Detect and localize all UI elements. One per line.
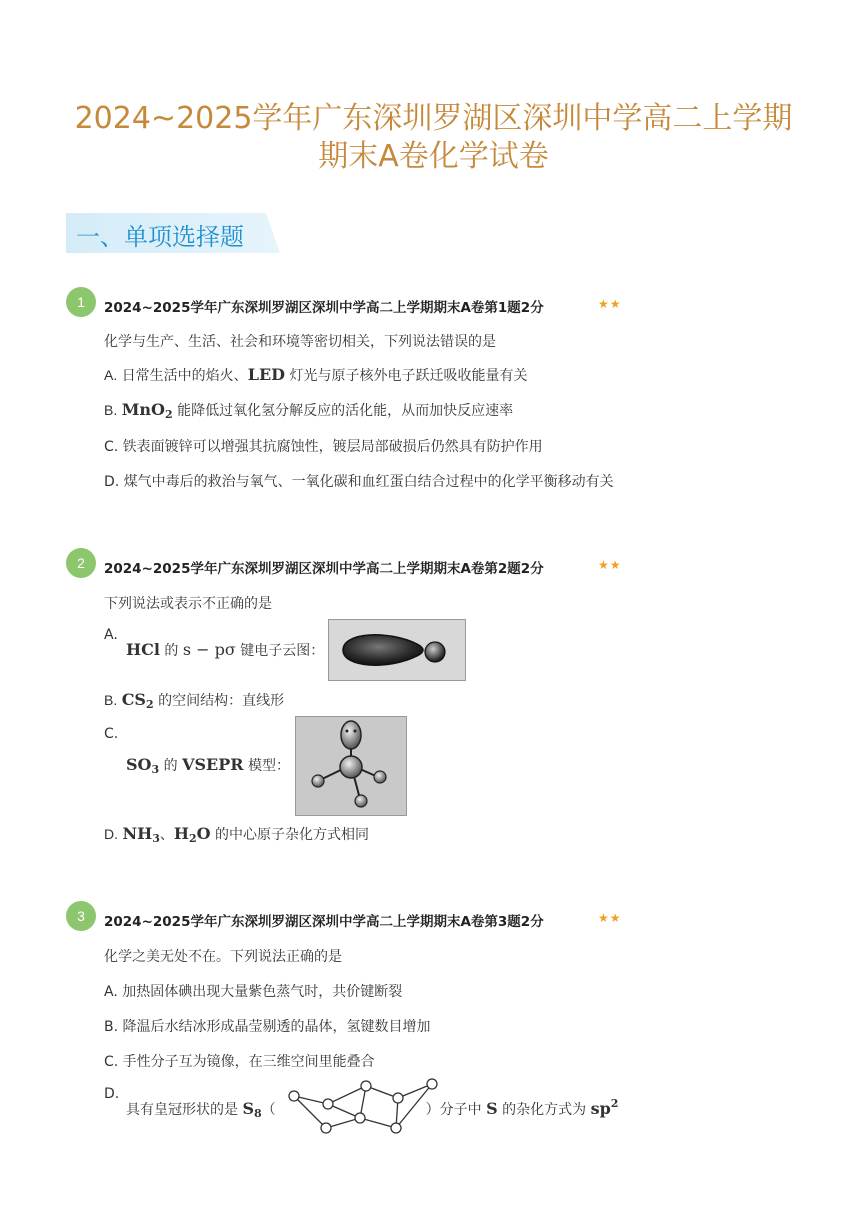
difficulty-stars: ★★ <box>598 911 622 925</box>
vsepr-model-image <box>295 716 407 816</box>
formula: MnO <box>121 400 165 419</box>
option-text: ）分子中 <box>425 1102 487 1118</box>
formula: S <box>242 1099 255 1118</box>
formula: O <box>196 824 211 843</box>
option-text: 的 <box>159 758 183 774</box>
molecule-model-icon <box>296 717 406 815</box>
formula-subscript: 8 <box>254 1107 262 1120</box>
difficulty-stars: ★★ <box>598 297 622 311</box>
title-line-1: 2024~2025学年广东深圳罗湖区深圳中学高二上学期 <box>74 101 793 136</box>
option-text: 灯光与原子核外电子跃迁吸收能量有关 <box>285 368 528 384</box>
s8-crown-structure-icon <box>282 1076 442 1138</box>
formula-subscript: 2 <box>164 408 173 421</box>
formula: s − pσ <box>182 640 236 659</box>
option-d[interactable]: D. 煤气中毒后的救治与氧气、一氧化碳和血红蛋白结合过程中的化学平衡移动有关 <box>104 474 614 490</box>
option-d-letter[interactable]: D. <box>104 1086 120 1102</box>
formula-subscript: 3 <box>151 763 160 776</box>
formula: sp <box>590 1099 611 1118</box>
option-text: 的 <box>159 643 183 659</box>
difficulty-stars: ★★ <box>598 558 622 572</box>
orbital-icon <box>329 620 465 680</box>
question-header: 2024~2025学年广东深圳罗湖区深圳中学高二上学期期末A卷第2题2分 <box>104 561 544 577</box>
option-a[interactable]: A. 加热固体碘出现大量紫色蒸气时，共价键断裂 <box>104 984 403 1000</box>
formula: NH <box>122 824 153 843</box>
question-header: 2024~2025学年广东深圳罗湖区深圳中学高二上学期期末A卷第1题2分 <box>104 300 544 316</box>
formula: SO <box>126 755 152 774</box>
option-c[interactable]: C. 铁表面镀锌可以增强其抗腐蚀性，镀层局部破损后仍然具有防护作用 <box>104 439 543 455</box>
option-text: 能降低过氧化氢分解反应的活化能，从而加快反应速率 <box>172 403 514 419</box>
option-a[interactable] <box>126 640 324 660</box>
option-letter: B. <box>104 402 118 418</box>
option-text: 键电子云图： <box>235 643 325 659</box>
formula: VSEPR <box>182 755 244 774</box>
option-b[interactable] <box>104 690 284 711</box>
title-line-2: 期末A卷化学试卷 <box>318 139 549 174</box>
electron-cloud-image <box>328 619 466 681</box>
option-text: 的中心原子杂化方式相同 <box>210 827 370 843</box>
option-text: 的空间结构：直线形 <box>153 693 285 709</box>
formula-subscript: 3 <box>152 832 160 845</box>
option-text: （ <box>261 1102 276 1118</box>
question-header: 2024~2025学年广东深圳罗湖区深圳中学高二上学期期末A卷第3题2分 <box>104 914 544 930</box>
option-c[interactable]: C. 手性分子互为镜像，在三维空间里能叠合 <box>104 1054 375 1070</box>
question-stem: 下列说法或表示不正确的是 <box>104 596 272 612</box>
question-stem: 化学之美无处不在。下列说法正确的是 <box>104 949 342 965</box>
section-title: 一、单项选择题 <box>76 223 244 251</box>
option-c[interactable] <box>126 755 290 776</box>
option-a-letter[interactable]: A. <box>104 627 118 643</box>
option-a[interactable] <box>104 365 527 385</box>
question-number-badge: 3 <box>66 901 96 931</box>
option-text: 的杂化方式为 <box>497 1102 591 1118</box>
option-d[interactable] <box>104 824 369 845</box>
option-text: 具有皇冠形状的是 <box>126 1102 243 1118</box>
question-stem: 化学与生产、生活、社会和环境等密切相关，下列说法错误的是 <box>104 334 496 350</box>
option-letter: A. <box>104 367 118 383</box>
formula: CS <box>121 690 146 709</box>
option-letter: D. <box>104 826 118 842</box>
option-b[interactable] <box>104 400 513 421</box>
formula: LED <box>247 365 286 384</box>
formula: H <box>173 824 189 843</box>
formula: S <box>486 1099 498 1118</box>
option-c-letter[interactable]: C. <box>104 726 119 742</box>
option-text: 模型： <box>243 758 291 774</box>
option-letter: B. <box>104 692 118 708</box>
document-title <box>0 100 867 176</box>
question-number-badge: 1 <box>66 287 96 317</box>
formula-subscript: 2 <box>145 698 154 711</box>
option-text: 、 <box>159 827 174 843</box>
option-text: 日常生活中的焰火、 <box>121 368 248 384</box>
formula-subscript: 2 <box>188 832 197 845</box>
question-number-badge: 2 <box>66 548 96 578</box>
formula: HCl <box>126 640 160 659</box>
option-b[interactable]: B. 降温后水结冰形成晶莹剔透的晶体，氢键数目增加 <box>104 1019 431 1035</box>
formula-superscript: 2 <box>610 1097 619 1110</box>
